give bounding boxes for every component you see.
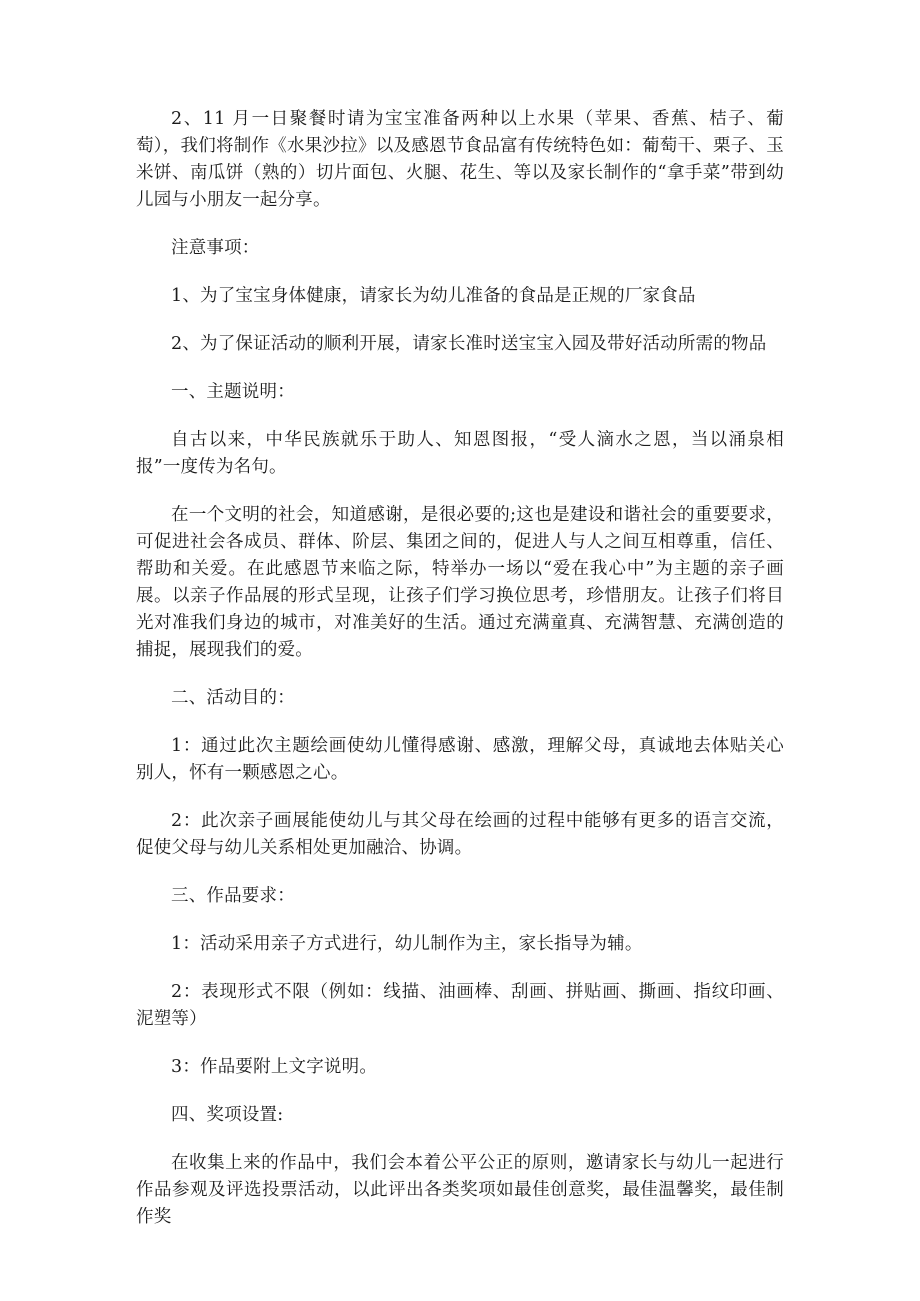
heading-requirements: 三、作品要求：	[171, 886, 295, 906]
paragraph-purpose-2: 2：此次亲子画展能使幼儿与其父母在绘画的过程中能够有更多的语言交流，促使父母与幼儿关系相处更加融洽、协调。	[136, 811, 784, 858]
heading-theme: 一、主题说明：	[171, 382, 295, 402]
paragraph-theme-2: 在一个文明的社会，知道感谢，是很必要的;这也是建设和谐社会的重要要求，可促进社会各成员、群体、阶层、集团之间的，促进人与人之间互相尊重，信任、帮助和关爱。在此感恩节来临之际，特举办一场以“爱在我心中”为主题的亲子画展。以亲子作品展的形式呈现，让孩子们学习换位思考，珍惜朋友。让孩子们将目光对准我们身边的城市，对准美好的生活。通过充满童真、充满智慧、充满创造的捕捉，展现我们的爱。	[136, 505, 784, 660]
paragraph-requirement-1: 1：活动采用亲子方式进行，幼儿制作为主，家长指导为辅。	[171, 934, 643, 954]
paragraph-requirement-3: 3：作品要附上文字说明。	[171, 1057, 378, 1077]
document-body	[136, 106, 784, 1252]
paragraph-lunch-fruit: 2、11 月一日聚餐时请为宝宝准备两种以上水果（苹果、香蕉、桔子、葡萄），我们将制作《水果沙拉》以及感恩节食品富有传统特色如：葡萄干、栗子、玉米饼、南瓜饼（熟的）切片面包、火腿、花生、等以及家长制作的“拿手菜”带到幼儿园与小朋友一起分享。	[136, 109, 784, 210]
paragraph-note-1: 1、为了宝宝身体健康，请家长为幼儿准备的食品是正规的厂家食品	[171, 286, 696, 306]
paragraph-purpose-1: 1：通过此次主题绘画使幼儿懂得感谢、感激，理解父母，真诚地去体贴关心别人，怀有一颗感恩之心。	[136, 736, 784, 783]
heading-awards: 四、奖项设置:	[171, 1105, 284, 1125]
heading-purpose: 二、活动目的：	[171, 688, 295, 708]
paragraph-note-2: 2、为了保证活动的顺利开展，请家长准时送宝宝入园及带好活动所需的物品	[171, 334, 767, 354]
heading-notes: 注意事项：	[171, 238, 260, 258]
paragraph-requirement-2: 2：表现形式不限（例如：线描、油画棒、刮画、拼贴画、撕画、指纹印画、泥塑等）	[136, 982, 784, 1029]
paragraph-theme-1: 自古以来，中华民族就乐于助人、知恩图报，“受人滴水之恩，当以涌泉相报”一度传为名句。	[136, 430, 784, 477]
paragraph-awards: 在收集上来的作品中，我们会本着公平公正的原则，邀请家长与幼儿一起进行作品参观及评选投票活动，以此评出各类奖项如最佳创意奖，最佳温馨奖，最佳制作奖	[136, 1153, 784, 1227]
